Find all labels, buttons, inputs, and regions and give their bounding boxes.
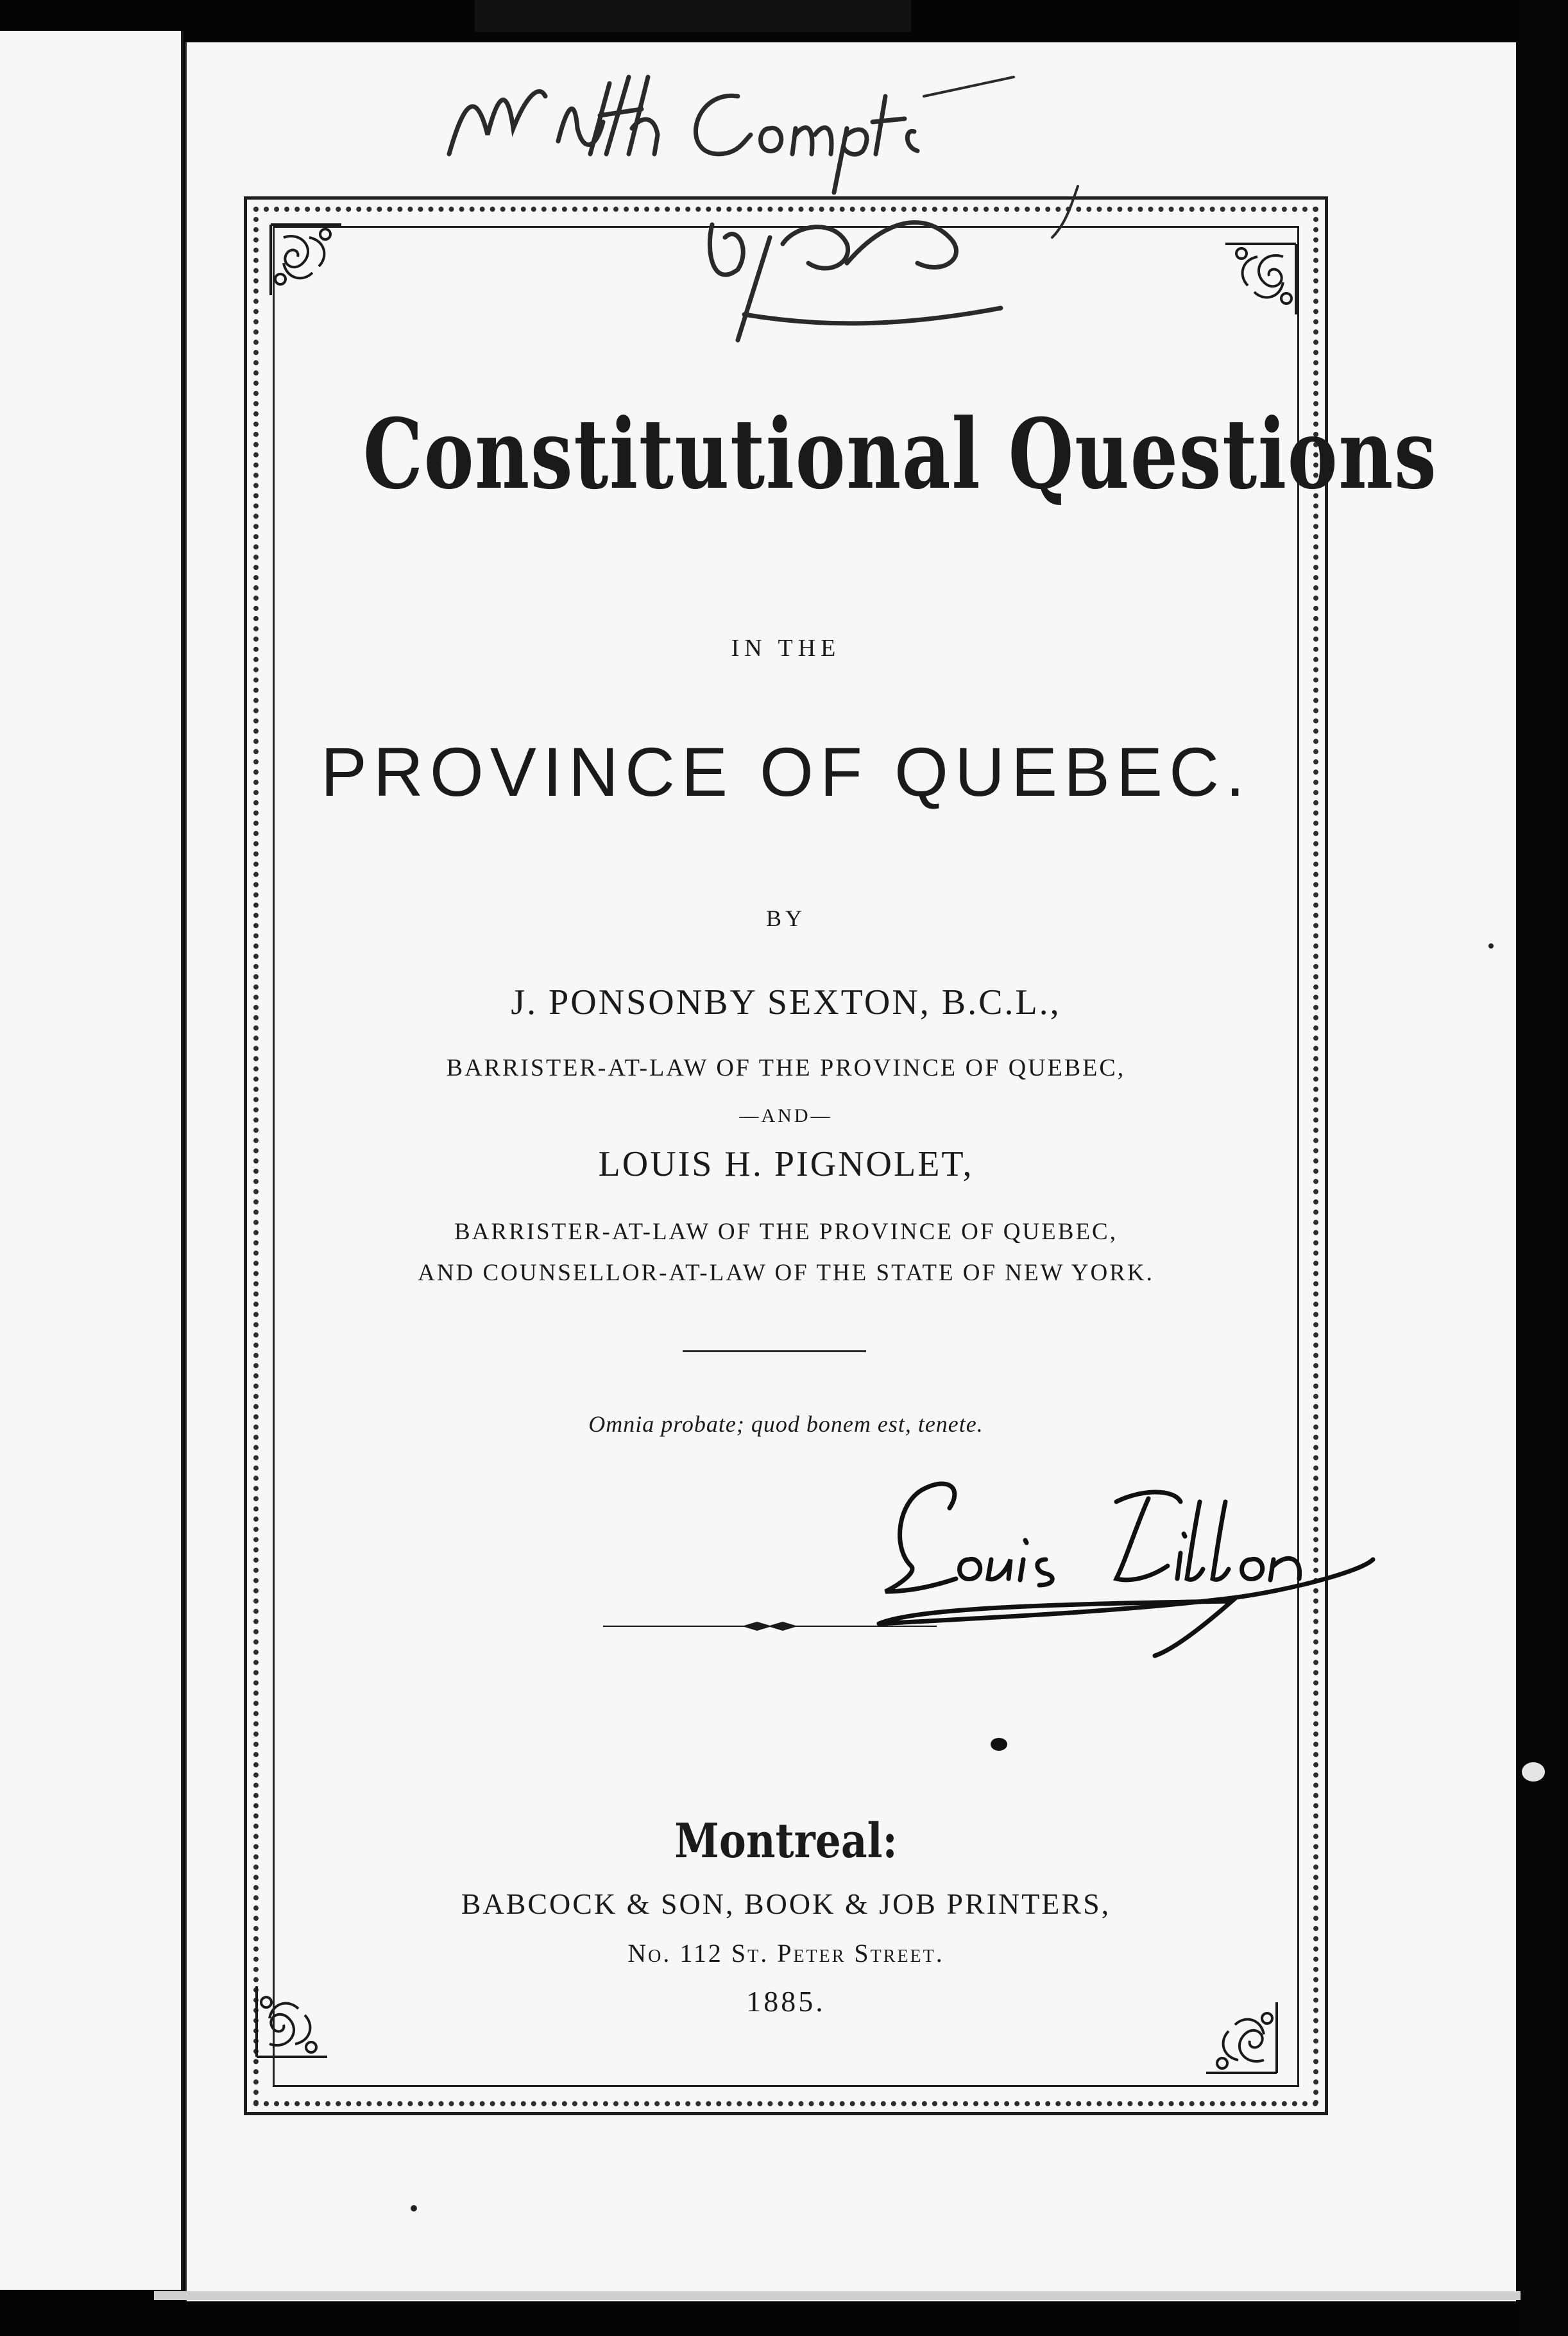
- subtitle-connector: IN THE: [731, 635, 841, 662]
- ink-blot: [991, 1738, 1007, 1751]
- latin-motto: Omnia probate; quod bonem est, tenete.: [588, 1411, 984, 1437]
- imprint-printer: BABCOCK & SON, BOOK & JOB PRINTERS,: [461, 1887, 1111, 1920]
- book-subject: PROVINCE OF QUEBEC.: [320, 733, 1252, 811]
- by-label: BY: [765, 906, 806, 931]
- handwritten-inscription: [436, 58, 1168, 391]
- decorative-rule: [603, 1621, 937, 1631]
- author-name: LOUIS H. PIGNOLET,: [598, 1144, 974, 1184]
- corner-ornament-icon: [264, 218, 354, 308]
- facing-blank-page: [0, 31, 183, 2290]
- imprint-address: No. 112 St. Peter Street.: [627, 1939, 944, 1968]
- paper-fragment: [1522, 1762, 1545, 1782]
- page-bottom-edge: [154, 2291, 1521, 2300]
- imprint-city: Montreal:: [674, 1814, 898, 1869]
- handwritten-signature: [873, 1463, 1399, 1669]
- author-credentials: BARRISTER-AT-LAW OF THE PROVINCE OF QUEBEC,: [446, 1054, 1126, 1081]
- author-credentials: AND COUNSELLOR-AT-LAW OF THE STATE OF NEW YORK.: [418, 1260, 1154, 1286]
- imprint-year: 1885.: [746, 1985, 826, 2018]
- author-name: J. PONSONBY SEXTON, B.C.L.,: [511, 983, 1061, 1022]
- corner-ornament-icon: [1213, 237, 1302, 327]
- paper-speck: [411, 2205, 417, 2211]
- paper-speck: [1488, 943, 1494, 949]
- scan-top-shadow: [475, 0, 911, 32]
- book-title: Constitutional Questions: [362, 398, 1438, 511]
- and-separator: —AND—: [739, 1105, 833, 1126]
- divider-rule: [683, 1350, 866, 1352]
- author-credentials: BARRISTER-AT-LAW OF THE PROVINCE OF QUEBEC,: [454, 1219, 1118, 1245]
- scan-right-margin: [1522, 0, 1568, 2336]
